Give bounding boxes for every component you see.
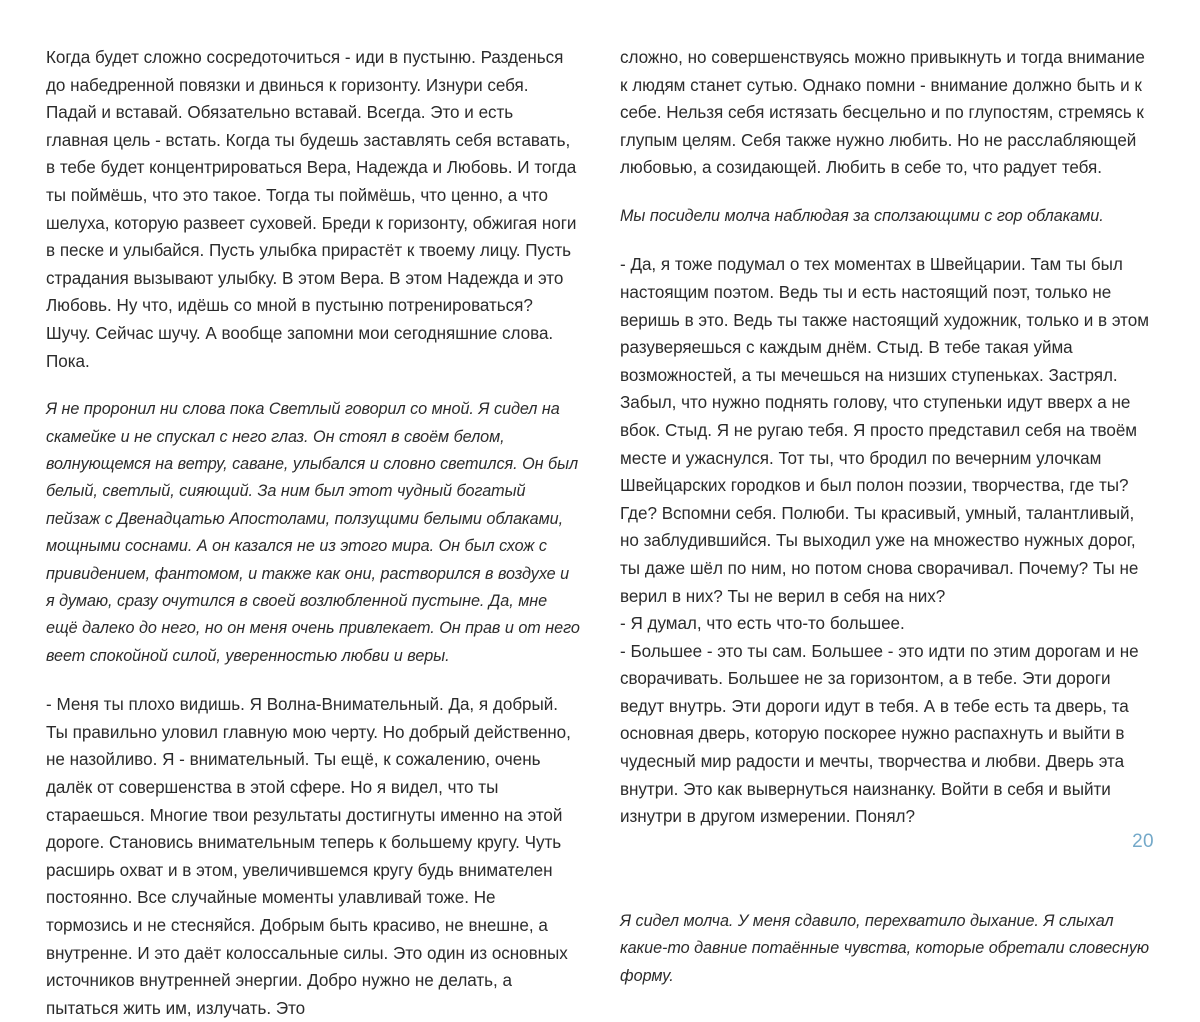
paragraph-narration-italic: Мы посидели молча наблюдая за сползающими с гор облаками. <box>620 206 1104 225</box>
left-column <box>46 44 580 1022</box>
paragraph-dialogue-reply: - Я думал, что есть что-то большее. <box>620 614 905 634</box>
page-number: 20 <box>1132 831 1154 852</box>
paragraph-body-text: Когда будет сложно сосредоточиться - иди в пустыню. Разденься до набедренной повязки и двинься к горизонту. Изнури себя. Падай и вставай. Обязательно вставай. Всегда. Это и есть главная цель - встать. Когда ты будешь заставлять себя вставать, в тебе будет концентрироваться Вера, Надежда и Любовь. И тогда ты поймёшь, что это такое. Тогда ты поймёшь, что ценно, а что шелуха, которую развеет суховей. Бреди к горизонту, обжигая ноги в песке и улыбайся. Пусть улыбка прирастёт к твоему лицу. Пусть страдания вызывают улыбку. В этом Вера. В этом Надежда и это Любовь. Ну что, идёшь со мной в пустыню потренироваться? Шучу. Сейчас шучу. А вообще запомни мои сегодняшние слова. Пока. <box>46 48 577 371</box>
paragraph-narration-italic: Я не проронил ни слова пока Светлый говорил со мной. Я сидел на скамейке и не спускал с него глаз. Он стоял в своём белом, волнующемся на ветру, саване, улыбался и словно светился. Он был белый, светлый, сияющий. За ним был этот чудный богатый пейзаж с Двенадцатью Апостолами, ползущими белыми облаками, мощными соснами. А он казался не из этого мира. Он был схож с привидением, фантомом, и также как они, растворился в воздухе и я думаю, сразу очутился в своей возлюбленной пустыне. Да, мне ещё далеко до него, но он меня очень привлекает. Он прав и от него веет спокойной силой, уверенностью любви и веры. <box>46 400 580 665</box>
paragraph-spacer <box>620 852 1154 908</box>
paragraph-dialogue-text: - Да, я тоже подумал о тех моментах в Швейцарии. Там ты был настоящим поэтом. Ведь ты и есть настоящий поэт, только не веришь в это. Ведь ты также настоящий художник, только и в этом разуверяешься с каждым днём. Стыд. В тебе такая уйма возможностей, а ты мечешься на низших ступеньках. Застрял. Забыл, что нужно поднять голову, что ступеньки идут вверх а не вбок. Стыд. Я не ругаю тебя. Я просто представил себя на твоём месте и ужаснулся. Тот ты, что бродил по вечерним улочкам Швейцарских городков и был полон поэзии, творчества, где ты? Где? Вспомни себя. Полюби. Ты красивый, умный, талантливый, но заблудившийся. Ты выходил уже на множество нужных дорог, ты даже шёл по ним, но потом снова сворачивал. Почему? Ты не верил в них? Ты не верил в себя на них? <box>620 255 1149 606</box>
right-column <box>620 44 1154 990</box>
paragraph-dialogue-text: - Меня ты плохо видишь. Я Волна-Внимательный. Да, я добрый. Ты правильно уловил главную мою черту. Но добрый действенно, не назойливо. Я - внимательный. Ты ещё, к сожалению, очень далёк от совершенства в этой сфере. Но я видел, что ты стараешься. Многие твои результаты достигнуты именно на этой дороге. Становись внимательным теперь к большему кругу. Чуть расширь охват и в этом, увеличившемся кругу будь внимателен постоянно. Все случайные моменты улавливай тоже. Не тормозись и не стесняйся. Добрым быть красиво, не внешне, а внутренне. И это даёт колоссальные силы. Это один из основных источников внутренней энергии. Добро нужно не делать, а пытаться жить им, излучать. Это <box>46 695 571 1018</box>
paragraph-dialogue-response: - Большее - это ты сам. Большее - это идти по этим дорогам и не сворачивать. Большее не за горизонтом, а в тебе. Эти дороги ведут внутрь. Эти дороги идут в тебя. А в тебе есть та дверь, та основная дверь, которую поскорее нужно распахнуть и выйти в чудесный мир радости и мечты, творчества и любви. Дверь эта внутри. Это как вывернуться наизнанку. Войти в себя и выйти изнутри в другом измерении. Понял? <box>620 641 1139 827</box>
paragraph-narration-closing-italic: Я сидел молча. У меня сдавило, перехватило дыхание. Я слыхал какие-то давние потаённые чувства, которые обретали словесную форму. <box>620 911 1149 985</box>
paragraph-body-text-continued: сложно, но совершенствуясь можно привыкнуть и тогда внимание к людям станет сутью. Однако помни - внимание должно быть и к себе. Нельзя себя истязать бесцельно и по глупостям, стремясь к глупым целям. Себя также нужно любить. Но не расслабляющей любовью, а созидающей. Любить в себе то, что радует тебя. <box>620 48 1145 178</box>
